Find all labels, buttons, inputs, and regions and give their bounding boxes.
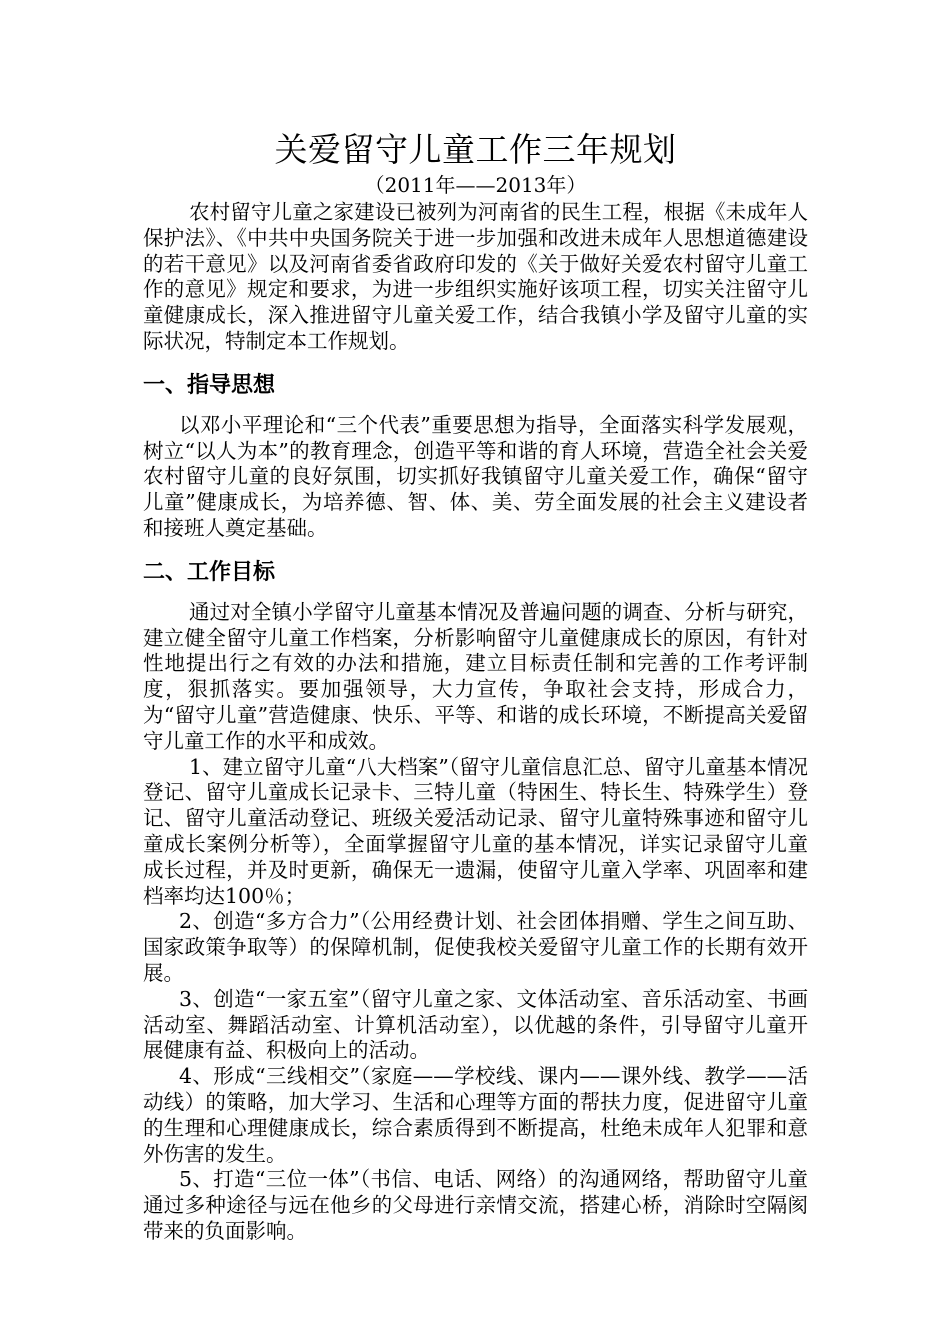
document-subtitle: （2011年——2013年） (364, 173, 587, 197)
section-heading-guiding-ideology: 一、指导思想 (143, 372, 276, 398)
goal-item: 4、形成“三线相交”（家庭——学校线、课内——课外线、教学——活动线）的策略，加大学习、生活和心理等方面的帮扶力度，促进留守儿童的生理和心理健康成长，综合素质得到不断提高，杜绝未成年人犯罪和意外伤害的发生。 (143, 1064, 808, 1166)
goal-item: 5、打造“三位一体”（书信、电话、网络）的沟通网络，帮助留守儿童通过多种途径与远在他乡的父母进行亲情交流，搭建心桥，消除时空隔阂带来的负面影响。 (143, 1167, 808, 1243)
goal-item: 2、创造“多方合力”（公用经费计划、社会团体捐赠、学生之间互助、国家政策争取等）的保障机制，促使我校关爱留守儿童工作的长期有效开展。 (143, 909, 808, 985)
goal-item: 1、建立留守儿童“八大档案”（留守儿童信息汇总、留守儿童基本情况登记、留守儿童成长记录卡、三特儿童（特困生、特长生、特殊学生）登记、留守儿童活动登记、班级关爱活动记录、留守儿童特殊事迹和留守儿童成长案例分析等），全面掌握留守儿童的基本情况，详实记录留守儿童成长过程，并及时更新，确保无一遗漏，使留守儿童入学率、巩固率和建档率均达100％； (143, 754, 808, 908)
guiding-ideology-paragraph: 以邓小平理论和“三个代表”重要思想为指导，全面落实科学发展观，树立“以人为本”的教育理念，创造平等和谐的育人环境，营造全社会关爱农村留守儿童的良好氛围，切实抓好我镇留守儿童关爱工作，确保“留守儿童”健康成长，为培养德、智、体、美、劳全面发展的社会主义建设者和接班人奠定基础。 (143, 412, 808, 540)
section-heading-work-goals: 二、工作目标 (143, 559, 276, 585)
document-page (143, 128, 808, 1245)
intro-paragraph: 农村留守儿童之家建设已被列为河南省的民生工程，根据《未成年人保护法》、《中共中央国务院关于进一步加强和改进未成年人思想道德建设的若干意见》以及河南省委省政府印发的《关于做好关爱农村留守儿童工作的意见》规定和要求，为进一步组织实施好该项工程，切实关注留守儿童健康成长，深入推进留守儿童关爱工作，结合我镇小学及留守儿童的实际状况，特制定本工作规划。 (143, 200, 808, 353)
goal-items-list (143, 755, 808, 1245)
work-goals-paragraph: 通过对全镇小学留守儿童基本情况及普遍问题的调查、分析与研究，建立健全留守儿童工作档案，分析影响留守儿童健康成长的原因，有针对性地提出行之有效的办法和措施，建立目标责任制和完善的工作考评制度，狠抓落实。要加强领导，大力宣传，争取社会支持，形成合力，为“留守儿童”营造健康、快乐、平等、和谐的成长环境，不断提高关爱留守儿童工作的水平和成效。 (143, 599, 808, 753)
document-title: 关爱留守儿童工作三年规划 (274, 130, 677, 169)
goal-item: 3、创造“一家五室”（留守儿童之家、文体活动室、音乐活动室、书画活动室、舞蹈活动室、计算机活动室），以优越的条件，引导留守儿童开展健康有益、积极向上的活动。 (143, 986, 808, 1063)
